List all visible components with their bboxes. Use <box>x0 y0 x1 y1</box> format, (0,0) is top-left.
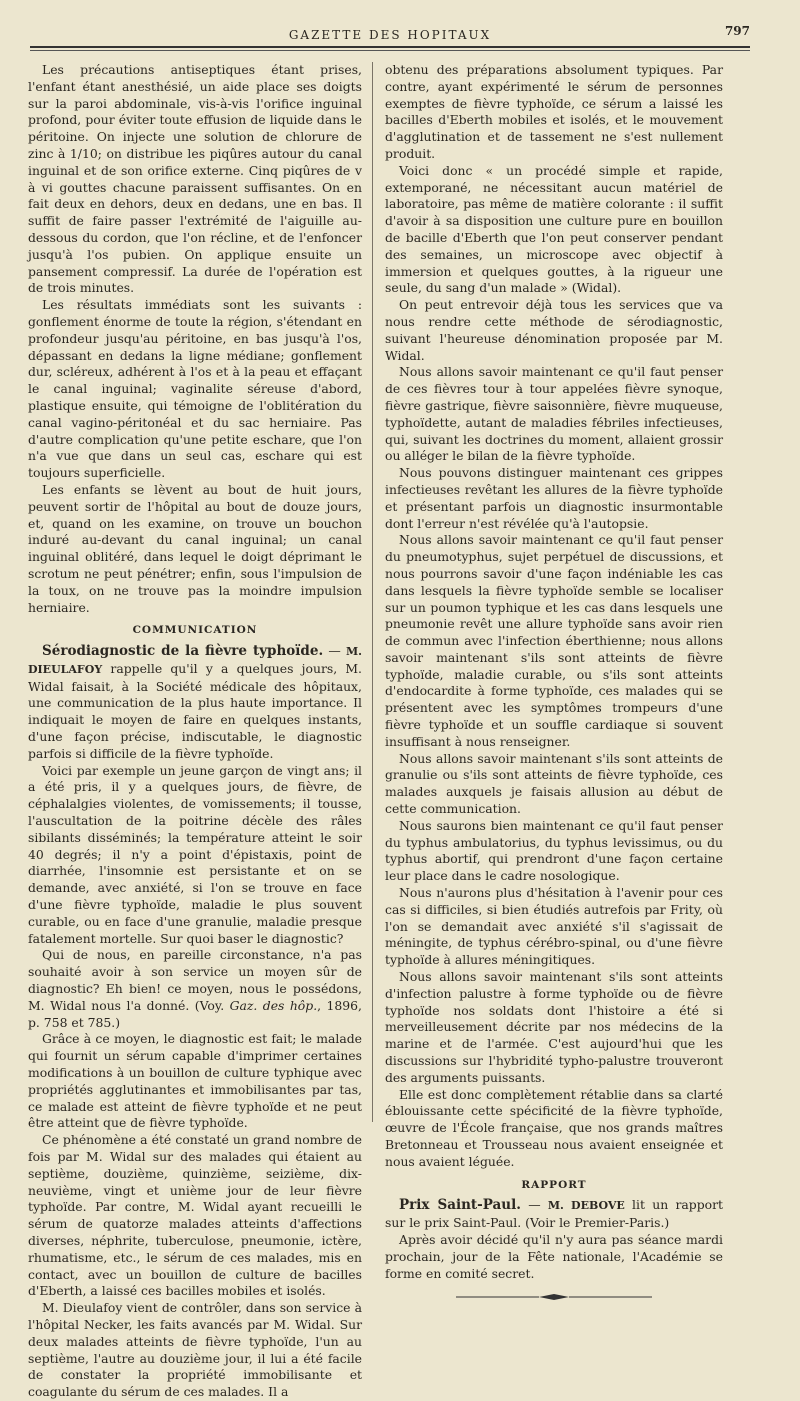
page-number: 797 <box>724 24 750 38</box>
paragraph-text: lit un rapport sur le prix Saint-Paul. (Voir le Premier-Paris.) <box>385 1197 723 1231</box>
paragraph: Elle est donc complètement rétablie dans sa clarté éblouissante cette spécificité de la fièvre typhoïde, œuvre de l'École française, que nos grands maîtres Bretonneau et Trousseau nous avaient enseignée et nous avaient léguée. <box>385 1086 723 1169</box>
paragraph-text: rappelle qu'il y a quelques jours, M. Widal faisait, à la Société médicale des hôpitaux, une communication de la plus haute importance. Il indiquait le moyen de faire en quelques instants, d'une façon précise, indiscutable, le diagnostic parfois si difficile de la fièvre typhoïde. <box>28 660 362 761</box>
paragraph: Nous n'aurons plus d'hésitation à l'avenir pour ces cas si difficiles, si bien étudiés autrefois par Frity, où l'on se demandait avec anxiété s'il s'agissait de méningite, de typhus cérébro-spinal, ou d'une fièvre typhoïde à allures méningitiques. <box>385 885 723 968</box>
paragraph: Nous allons savoir maintenant ce qu'il faut penser de ces fièvres tour à tour appelées fièvre synoque, fièvre gastrique, fièvre saisonnière, fièvre muqueuse, typhoïdette, autant de maladies fébriles infectieuses, qui, suivant les doctrines du moment, allaient grossir ou alléger le bilan de la fièvre typhoïde. <box>385 364 723 464</box>
paragraph: Voici donc « un procédé simple et rapide, extemporané, ne nécessitant aucun matériel de laboratoire, pas même de matière colorante : il suffit d'avoir à sa disposition une culture pure en bouillon de bacille d'Eberth que l'on peut conserver pendant des semaines, un microscope avec objectif à immersion et quelques gouttes, à la rigueur une seule, du sang d'un malade » (Widal). <box>385 162 723 296</box>
citation-journal: Gaz. des hôp. <box>229 997 318 1013</box>
paragraph: Les enfants se lèvent au bout de huit jours, peuvent sortir de l'hôpital au bout de douze jours, et, quand on les examine, on trouve un bouchon induré au-devant du canal inguinal; un canal inguinal oblitéré, dans lequel le doigt déprimant le scrotum ne peut pénétrer; enfin, sous l'impulsion de la toux, on ne trouve pas la moindre impulsion herniaire. <box>28 481 362 615</box>
paragraph: Grâce à ce moyen, le diagnostic est fait; le malade qui fournit un sérum capable d'imprimer certaines modifications à un bouillon de culture typhique avec propriétés agglutinantes et immobilisantes par tas, ce malade est atteint de fièvre typhoïde et ne peut être atteint que de fièvre typhoïde. <box>28 1031 362 1131</box>
paragraph-prix <box>385 1197 723 1232</box>
paragraph: Nous pouvons distinguer maintenant ces grippes infectieuses revêtant les allures de la fièvre typhoïde et présentant parfois un diagnostic insurmontable dont l'erreur n'est révélée qu'à l'autopsie. <box>385 465 723 531</box>
header-rule <box>30 46 750 48</box>
paragraph: Ce phénomène a été constaté un grand nombre de fois par M. Widal sur des malades qui étaient au septième, douzième, quinzième, seizième, dix-neuvième, vingt et unième jour de leur fièvre typhoïde. Par contre, M. Widal ayant recueilli le sérum de quatorze malades atteints d'affections diverses, néphrite, tuberculose, pneumonie, ictère, rhumatisme, etc., le sérum de ces malades, mis en contact, avec un bouillon de culture de bacilles d'Eberth, a laissé ces bacilles mobiles et isolés. <box>28 1132 362 1299</box>
paragraph-text: , 1896, p. 758 et 785.) <box>28 997 362 1030</box>
paragraph: Après avoir décidé qu'il n'y aura pas séance mardi prochain, jour de la Fête nationale, l'Académie se forme en comité secret. <box>385 1231 723 1281</box>
author-name: M. DEBOVE <box>547 1199 625 1213</box>
column-divider <box>372 62 373 1122</box>
paragraph: Les résultats immédiats sont les suivants : gonflement énorme de toute la région, s'étendant en profondeur jusqu'au péritoine, en bas jusqu'à l'os, dépassant en dedans la ligne médiane; gonflement dur, scléreux, adhérent à l'os et à la peau et effaçant le canal inguinal; vaginalite séreuse d'abord, plastique ensuite, qui témoigne de l'oblitération du canal vagino-péritonéal et du sac herniaire. Pas d'autre complication qu'une petite eschare, que l'on n'a vue que dans un seul cas, eschare qui est toujours superficielle. <box>28 297 362 481</box>
paragraph: Voici par exemple un jeune garçon de vingt ans; il a été pris, il y a quelques jours, de fièvre, de céphalalgies violentes, de vomissements; il tousse, l'auscultation de la poitrine décèle des râles sibilants disséminés; la température atteint le soir 40 degrés; il n'y a point d'épistaxis, point de diarrhée, l'insomnie est persistante et on se demande, avec anxiété, si l'on se trouve en face d'une fièvre typhoïde, maladie le plus souvent curable, ou en face d'une granulie, maladie presque fatalement mortelle. Sur quoi baser le diagnostic? <box>28 762 362 946</box>
header-rule-thin <box>30 50 750 51</box>
paragraph: On peut entrevoir déjà tous les services que va nous rendre cette méthode de sérodiagnostic, suivant l'heureuse dénomination proposée par M. Widal. <box>385 297 723 363</box>
section-heading-rapport: RAPPORT <box>521 1178 587 1191</box>
ornament-rule-icon <box>454 1292 654 1302</box>
article-title: Prix Saint-Paul. <box>399 1197 521 1214</box>
article-title: Sérodiagnostic de la fièvre typhoïde. <box>42 643 324 660</box>
paragraph-text: Qui de nous, en pareille circonstance, n'a pas souhaité avoir à son service un moyen sûr de diagnostic? Eh bien! ce moyen, nous le possédons, M. Widal nous l'a donné. (Voy. <box>28 947 362 1013</box>
paragraph: Les précautions antiseptiques étant prises, l'enfant étant anesthésié, un aide place ses doigts sur la paroi abdominale, vis-à-vis l'orifice inguinal profond, pour éviter toute effusion de liquide dans le péritoine. On injecte une solution de chlorure de zinc à 1/10; on distribue les piqûres autour du canal inguinal et de son orifice externe. Cinq piqûres de v à vi gouttes chacune paraissent suffisantes. On en fait deux en dehors, deux en dedans, une en bas. Il suffit de faire passer l'extrémité de l'aiguille au-dessous du cordon, que l'on récline, et de l'enfoncer jusqu'à l'os pubien. On applique ensuite un pansement compressif. La durée de l'opération est de trois minutes. <box>28 62 362 296</box>
paragraph: obtenu des préparations absolument typiques. Par contre, ayant expérimenté le sérum de personnes exemptes de fièvre typhoïde, ce sérum a laissé les bacilles d'Eberth mobiles et isolés, et le mouvement d'agglutination et de tassement ne s'est nullement produit. <box>385 62 723 161</box>
left-column <box>28 62 362 1400</box>
paragraph <box>28 947 362 1031</box>
paragraph-serodiagnostic <box>28 643 362 763</box>
paragraph: M. Dieulafoy vient de contrôler, dans son service à l'hôpital Necker, les faits avancés par M. Widal. Sur deux malades atteints de fièvre typhoïde, l'un au septième, l'autre au douzième jour, il lui a été facile de constater la propriété immobilisante et coagulante du sérum de ces malades. Il a <box>28 1300 362 1400</box>
section-heading-communication: COMMUNICATION <box>132 624 258 637</box>
dash: — <box>520 1197 548 1213</box>
right-column <box>385 62 723 1281</box>
paragraph: Nous allons savoir maintenant ce qu'il faut penser du pneumotyphus, sujet perpétuel de discussions, et nous pourrons savoir d'une façon indéniable les cas dans lesquels la fièvre typhoïde semble se localiser sur un poumon typhique et les cas dans lesquels une pneumonie revêt une allure typhoïde sans avoir rien de commun avec l'infection éberthienne; nous allons savoir maintenant s'ils sont atteints de fièvre typhoïde, maladie curable, ou s'ils sont atteints d'endocardite à forme typhoïde, ces malades qui se présentent avec les symptômes trompeurs d'une fièvre typhoïde et un souffle cardiaque si souvent insuffisant à nous renseigner. <box>385 532 723 749</box>
journal-title: GAZETTE DES HOPITAUX <box>288 28 492 42</box>
paragraph: Nous allons savoir maintenant s'ils sont atteints d'infection palustre à forme typhoïde ou de fièvre typhoïde nos soldats dont l'histoire a été si merveilleusement décrite par nos médecins de la marine et de l'armée. C'est aujourd'hui que les discussions sur l'hybridité typho-palustre trouveront des arguments puissants. <box>385 969 723 1085</box>
paragraph: Nous saurons bien maintenant ce qu'il faut penser du typhus ambulatorius, du typhus levissimus, ou du typhus abortif, qui prendront d'une façon certaine leur place dans le cadre nosologique. <box>385 817 723 884</box>
ornament-divider <box>385 1290 723 1307</box>
paragraph: Nous allons savoir maintenant s'ils sont atteints de granulie ou s'ils sont atteints de fièvre typhoïde, ces malades auxquels je faisais allusion au début de cette communication. <box>385 750 723 817</box>
dash: — <box>323 643 346 659</box>
author-name: M. DIEULAFOY <box>28 645 362 676</box>
page-header <box>30 18 750 48</box>
